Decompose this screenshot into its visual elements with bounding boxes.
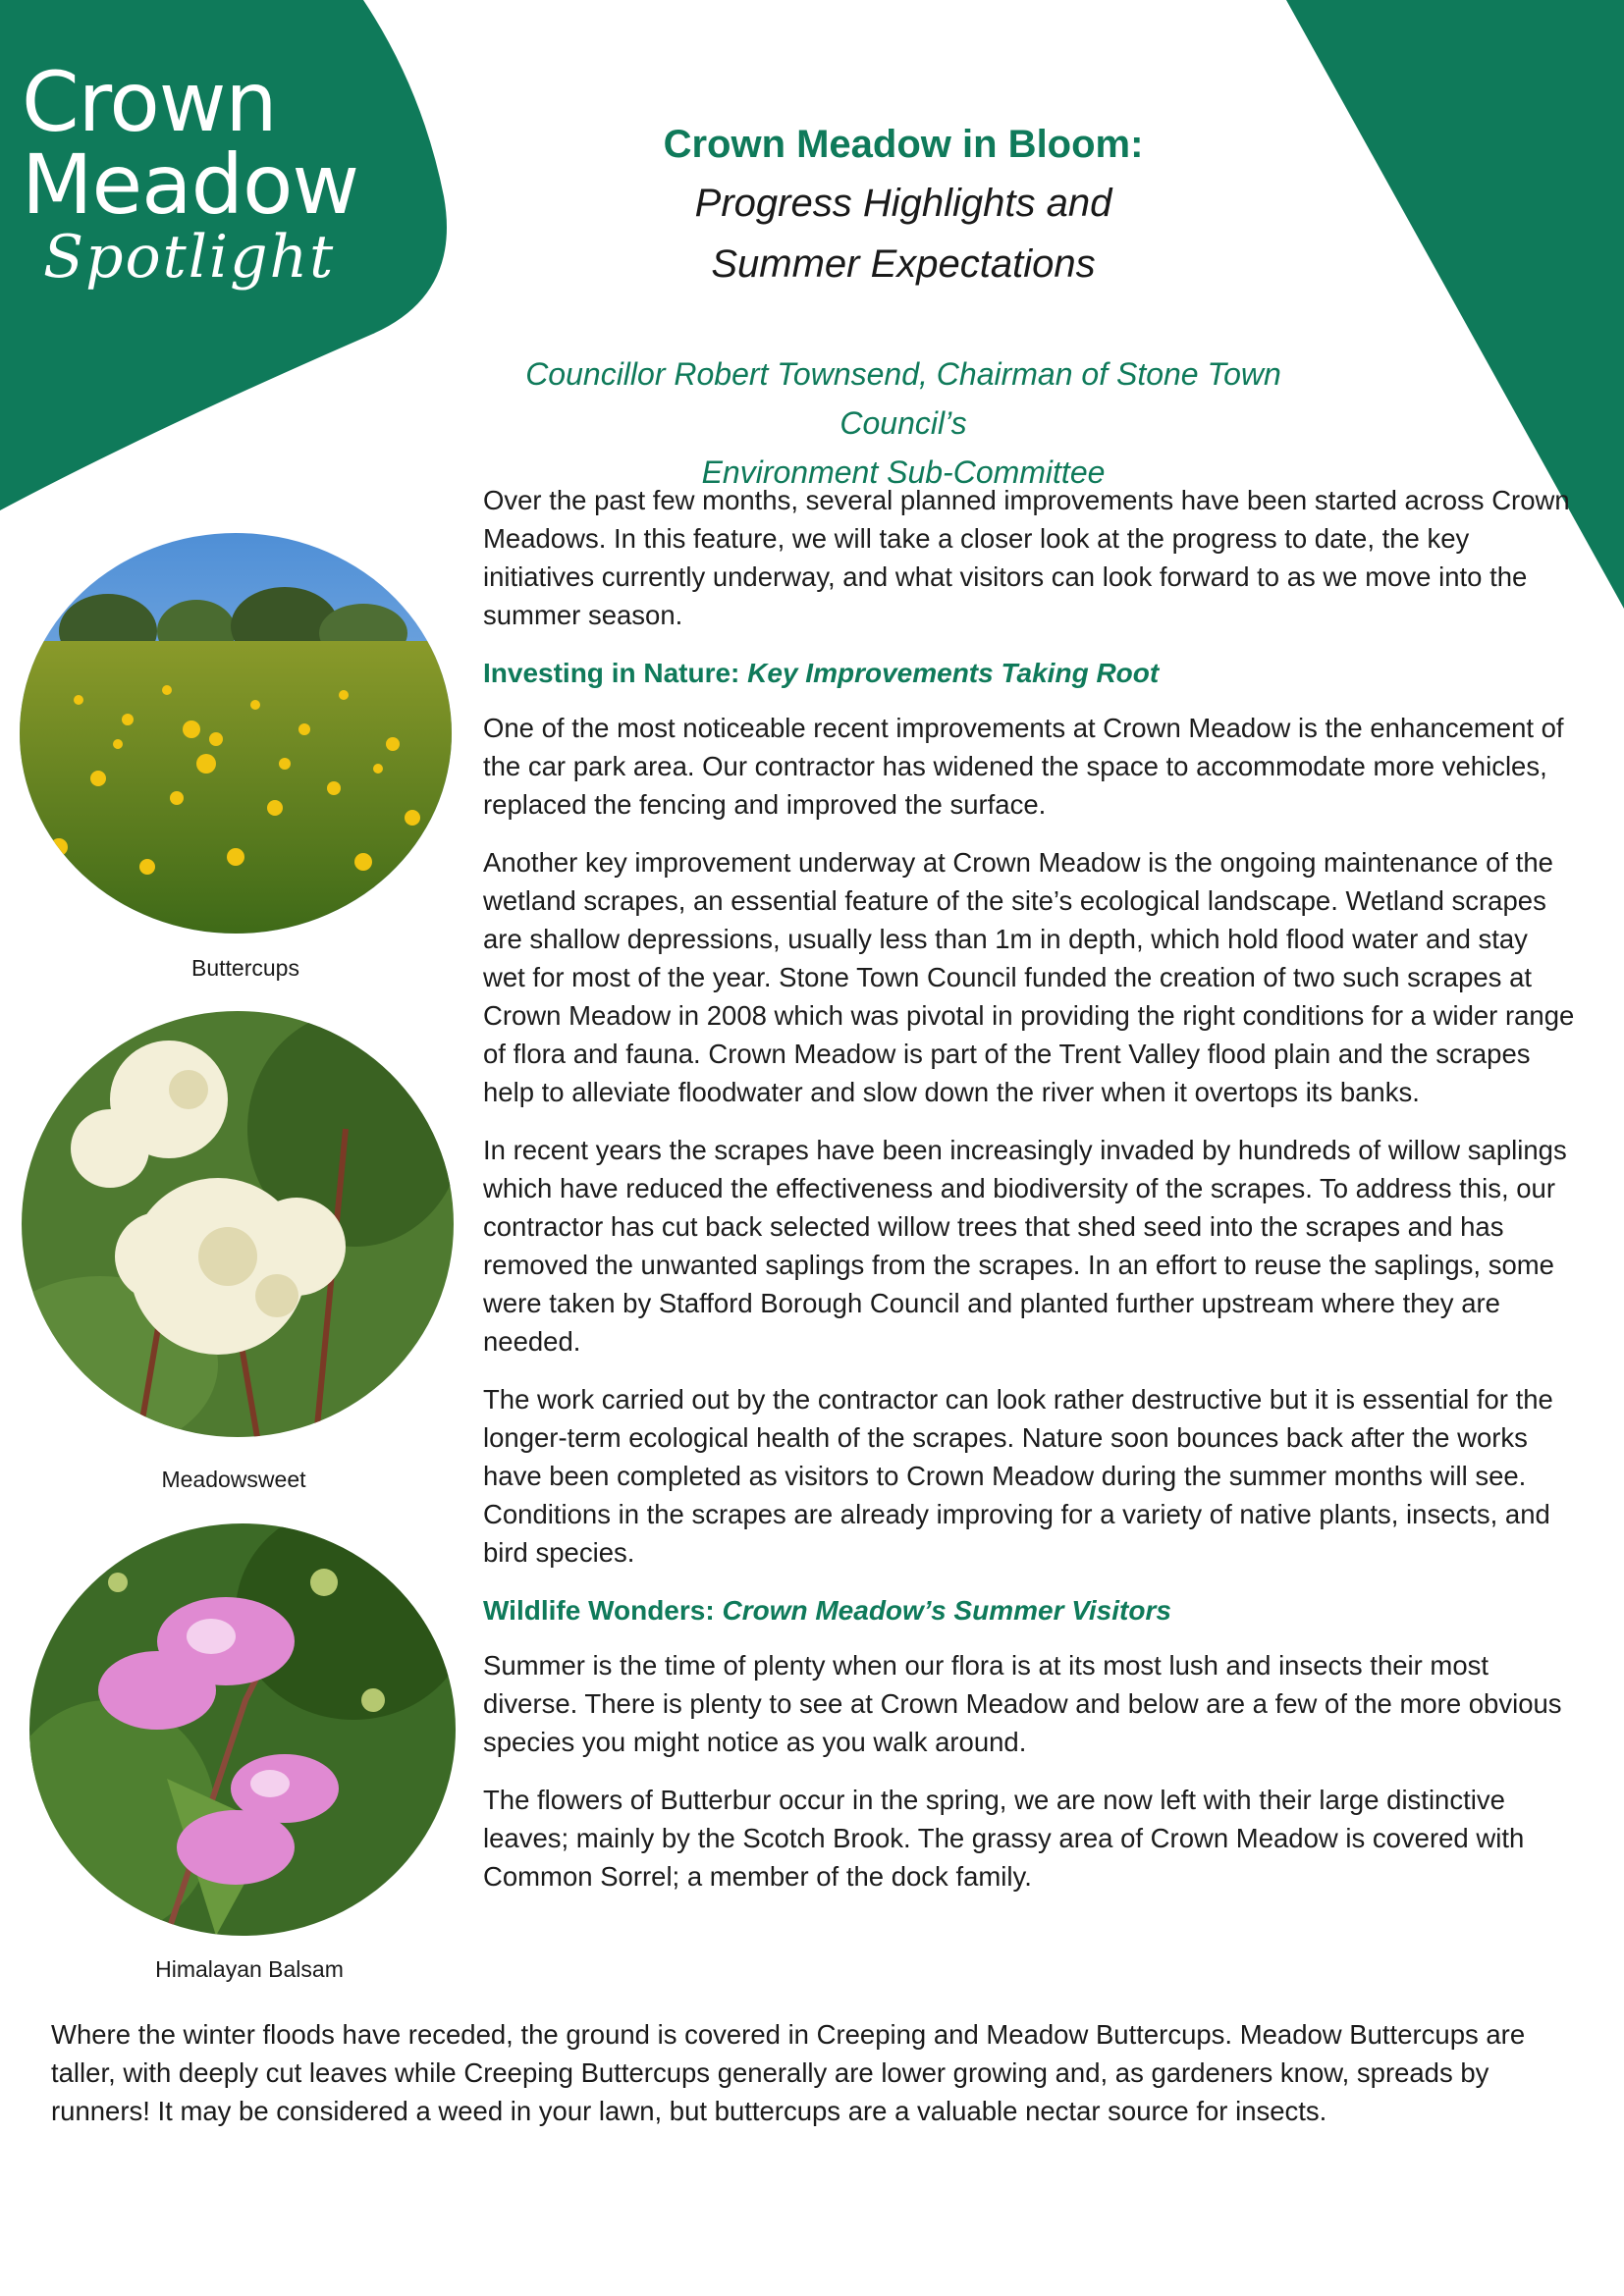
himalayan-balsam-photo xyxy=(29,1523,456,1936)
meadowsweet-caption: Meadowsweet xyxy=(161,1467,306,1492)
section-heading-wildlife-italic: Crown Meadow’s Summer Visitors xyxy=(722,1595,1171,1626)
himalayan-balsam-caption: Himalayan Balsam xyxy=(155,1956,344,1982)
headline-subtitle-1: Progress Highlights and xyxy=(694,182,1112,225)
article-headline xyxy=(550,116,1257,294)
paragraph-butterbur: The flowers of Butterbur occur in the spring, we are now left with their large distinctive leaves; mainly by the Scotch Brook. The grassy area of Crown Meadow is covered with Common Sorrel; a member of the dock family. xyxy=(483,1785,1525,1892)
paragraph-summer-plenty: Summer is the time of plenty when our flora is at its most lush and insects their most diverse. There is plenty to see at Crown Meadow and below are a few of the more obvious species you might notice as you walk around. xyxy=(483,1650,1562,1757)
byline xyxy=(461,349,1345,497)
closing-paragraph: Where the winter floods have receded, the ground is covered in Creeping and Meadow Buttercups. Meadow Buttercups are taller, with deeply cut leaves while Creeping Buttercups generally are lower growing and, as gardeners know, spreads by runners! It may be considered a weed in your lawn, but buttercups are a valuable nectar source for insects. xyxy=(51,2019,1526,2126)
section-heading-wildlife xyxy=(483,1591,1575,1630)
paragraph-willow-saplings: In recent years the scrapes have been increasingly invaded by hundreds of willow saplings which have reduced the effectiveness and biodiversity of the scrapes. To address this, our contractor has cut back selected willow trees that shed seed into the scrapes and has removed the unwanted saplings from the scrapes. In an effort to reuse the saplings, some were taken by Stafford Borough Council and planted further upstream where they are needed. xyxy=(483,1135,1567,1357)
buttercups-caption: Buttercups xyxy=(191,955,299,981)
article-body xyxy=(483,481,1575,1915)
section-heading-investing xyxy=(483,654,1575,693)
headline-subtitle-2: Summer Expectations xyxy=(711,242,1096,286)
byline-line-1: Councillor Robert Townsend, Chairman of Stone Town Council’s xyxy=(525,356,1281,441)
paragraph-car-park: One of the most noticeable recent improvements at Crown Meadow is the enhancement of the car park area. Our contractor has widened the space to accommodate more vehicles, replaced the fencing and improved the surface. xyxy=(483,713,1564,820)
intro-paragraph: Over the past few months, several planned improvements have been started across Crown Meadows. In this feature, we will take a closer look at the progress to date, the key initiatives currently underway, and what visitors can look forward to as we move into the summer season. xyxy=(483,485,1570,630)
section-heading-investing-italic: Key Improvements Taking Root xyxy=(747,658,1160,688)
masthead-line-2: Meadow xyxy=(22,136,359,233)
masthead-line-3: Spotlight xyxy=(43,223,336,292)
meadowsweet-photo xyxy=(22,1011,454,1437)
section-heading-investing-plain: Investing in Nature: xyxy=(483,658,748,688)
paragraph-wetland-scrapes: Another key improvement underway at Crown Meadow is the ongoing maintenance of the wetland scrapes, an essential feature of the site’s ecological landscape. Wetland scrapes are shallow depressions, usually less than 1m in depth, which hold flood water and stay wet for most of the year. Stone Town Council funded the creation of two such scrapes at Crown Meadow in 2008 which was pivotal in providing the right conditions for a wider range of flora and fauna. Crown Meadow is part of the Trent Valley flood plain and the scrapes help to alleviate floodwater and slow down the river when it overtops its banks. xyxy=(483,847,1575,1107)
section-heading-wildlife-plain: Wildlife Wonders: xyxy=(483,1595,723,1626)
masthead-logo xyxy=(22,54,395,292)
headline-title: Crown Meadow in Bloom: xyxy=(663,123,1144,166)
buttercups-photo xyxy=(20,533,452,934)
byline-line-2: Environment Sub-Committee xyxy=(701,454,1106,490)
masthead-line-1: Crown xyxy=(22,54,277,150)
paragraph-contractor-work: The work carried out by the contractor can look rather destructive but it is essential for the longer-term ecological health of the scrapes. Nature soon bounces back after the works have been completed as visitors to Crown Meadow during the summer months will see. Conditions in the scrapes are already improving for a variety of native plants, insects, and bird species. xyxy=(483,1384,1553,1568)
